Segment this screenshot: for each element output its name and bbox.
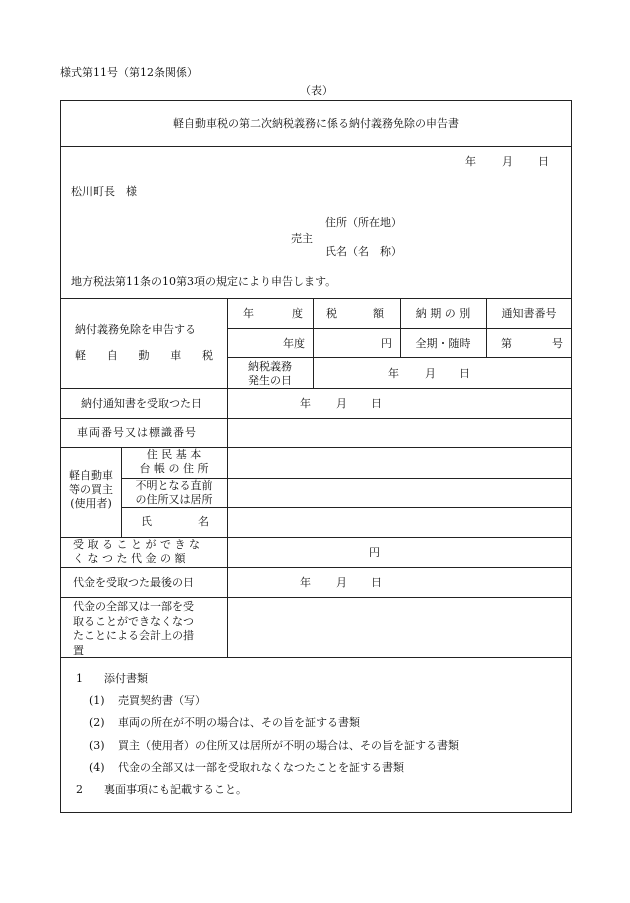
- note-1: 添付書類: [104, 672, 148, 685]
- occurrence-day: 日: [459, 367, 470, 380]
- note-2: 裏面事項にも記載すること。: [104, 783, 247, 796]
- occurrence-month: 月: [425, 367, 436, 380]
- notice-received-day: 日: [371, 397, 382, 410]
- date-year: 年: [465, 155, 476, 168]
- date-day: 日: [538, 155, 549, 168]
- seller-label: 売主: [291, 232, 313, 245]
- accounting-label: 代金の全部又は一部を受 取ることができなくなつ たことによる会計上の措 置: [73, 600, 194, 657]
- vehicle-number-label: 車両番号又は標識番号: [77, 426, 197, 439]
- header-period: 納 期 の 別: [415, 307, 471, 320]
- unreceived-unit: 円: [369, 546, 380, 559]
- statement: 地方税法第11条の10第3項の規定により申告します。: [71, 275, 337, 288]
- tax-row-label: 納付義務免除を申告する: [75, 323, 196, 336]
- note-item-2: 車両の所在が不明の場合は、その旨を証する書類: [118, 716, 360, 729]
- year-cell: 年度: [283, 337, 305, 350]
- note-item-1-number: (1): [89, 694, 105, 707]
- notice-received-year: 年: [300, 397, 311, 410]
- registry-address-label: 住 民 基 本 台 帳 の 住 所: [139, 448, 209, 475]
- occurrence-label: 納税義務 発生の日: [248, 360, 292, 387]
- note-item-1: 売買契約書（写）: [118, 694, 206, 707]
- note-item-4: 代金の全部又は一部を受取れなくなつたことを証する書類: [118, 761, 404, 774]
- side-label: （表）: [300, 84, 333, 97]
- header-notice-number: 通知書番号: [501, 307, 557, 320]
- last-address-label: 不明となる直前 の住所又は居所: [135, 479, 213, 506]
- notice-cell: 第 号: [501, 337, 563, 350]
- occurrence-year: 年: [388, 367, 399, 380]
- last-received-month: 月: [336, 576, 347, 589]
- form-number: 様式第11号（第12条関係）: [60, 66, 198, 79]
- note-2-number: 2: [76, 783, 83, 796]
- form-title: 軽自動車税の第二次納税義務に係る納付義務免除の申告書: [173, 117, 459, 130]
- amount-cell: 円: [381, 337, 392, 350]
- unreceived-label: 受 取 る こ と が で き な く な つ た 代 金 の 額: [73, 538, 200, 565]
- note-item-2-number: (2): [89, 716, 105, 729]
- note-item-4-number: (4): [89, 761, 105, 774]
- last-received-label: 代金を受取つた最後の日: [73, 576, 194, 589]
- date-month: 月: [502, 155, 513, 168]
- last-received-day: 日: [371, 576, 382, 589]
- last-received-year: 年: [300, 576, 311, 589]
- tax-type-label: 軽 自 動 車 税: [75, 349, 213, 362]
- header-amount: 税 額: [326, 307, 384, 320]
- application-form: [60, 100, 572, 813]
- note-1-number: 1: [76, 672, 83, 685]
- note-item-3-number: (3): [89, 739, 105, 752]
- seller-address-label: 住所（所在地）: [325, 216, 402, 229]
- notice-received-month: 月: [336, 397, 347, 410]
- addressee: 松川町長 様: [71, 185, 137, 198]
- notice-received-label: 納付通知書を受取つた日: [81, 397, 202, 410]
- seller-name-label: 氏名（名 称）: [325, 245, 402, 258]
- period-cell: 全期・随時: [415, 337, 471, 350]
- buyer-name-label: 氏 名: [141, 515, 209, 528]
- header-year: 年 度: [243, 307, 303, 320]
- note-item-3: 買主（使用者）の住所又は居所が不明の場合は、その旨を証する書類: [118, 739, 459, 752]
- buyer-group-label: 軽自動車 等の買主 (使用者): [69, 469, 113, 510]
